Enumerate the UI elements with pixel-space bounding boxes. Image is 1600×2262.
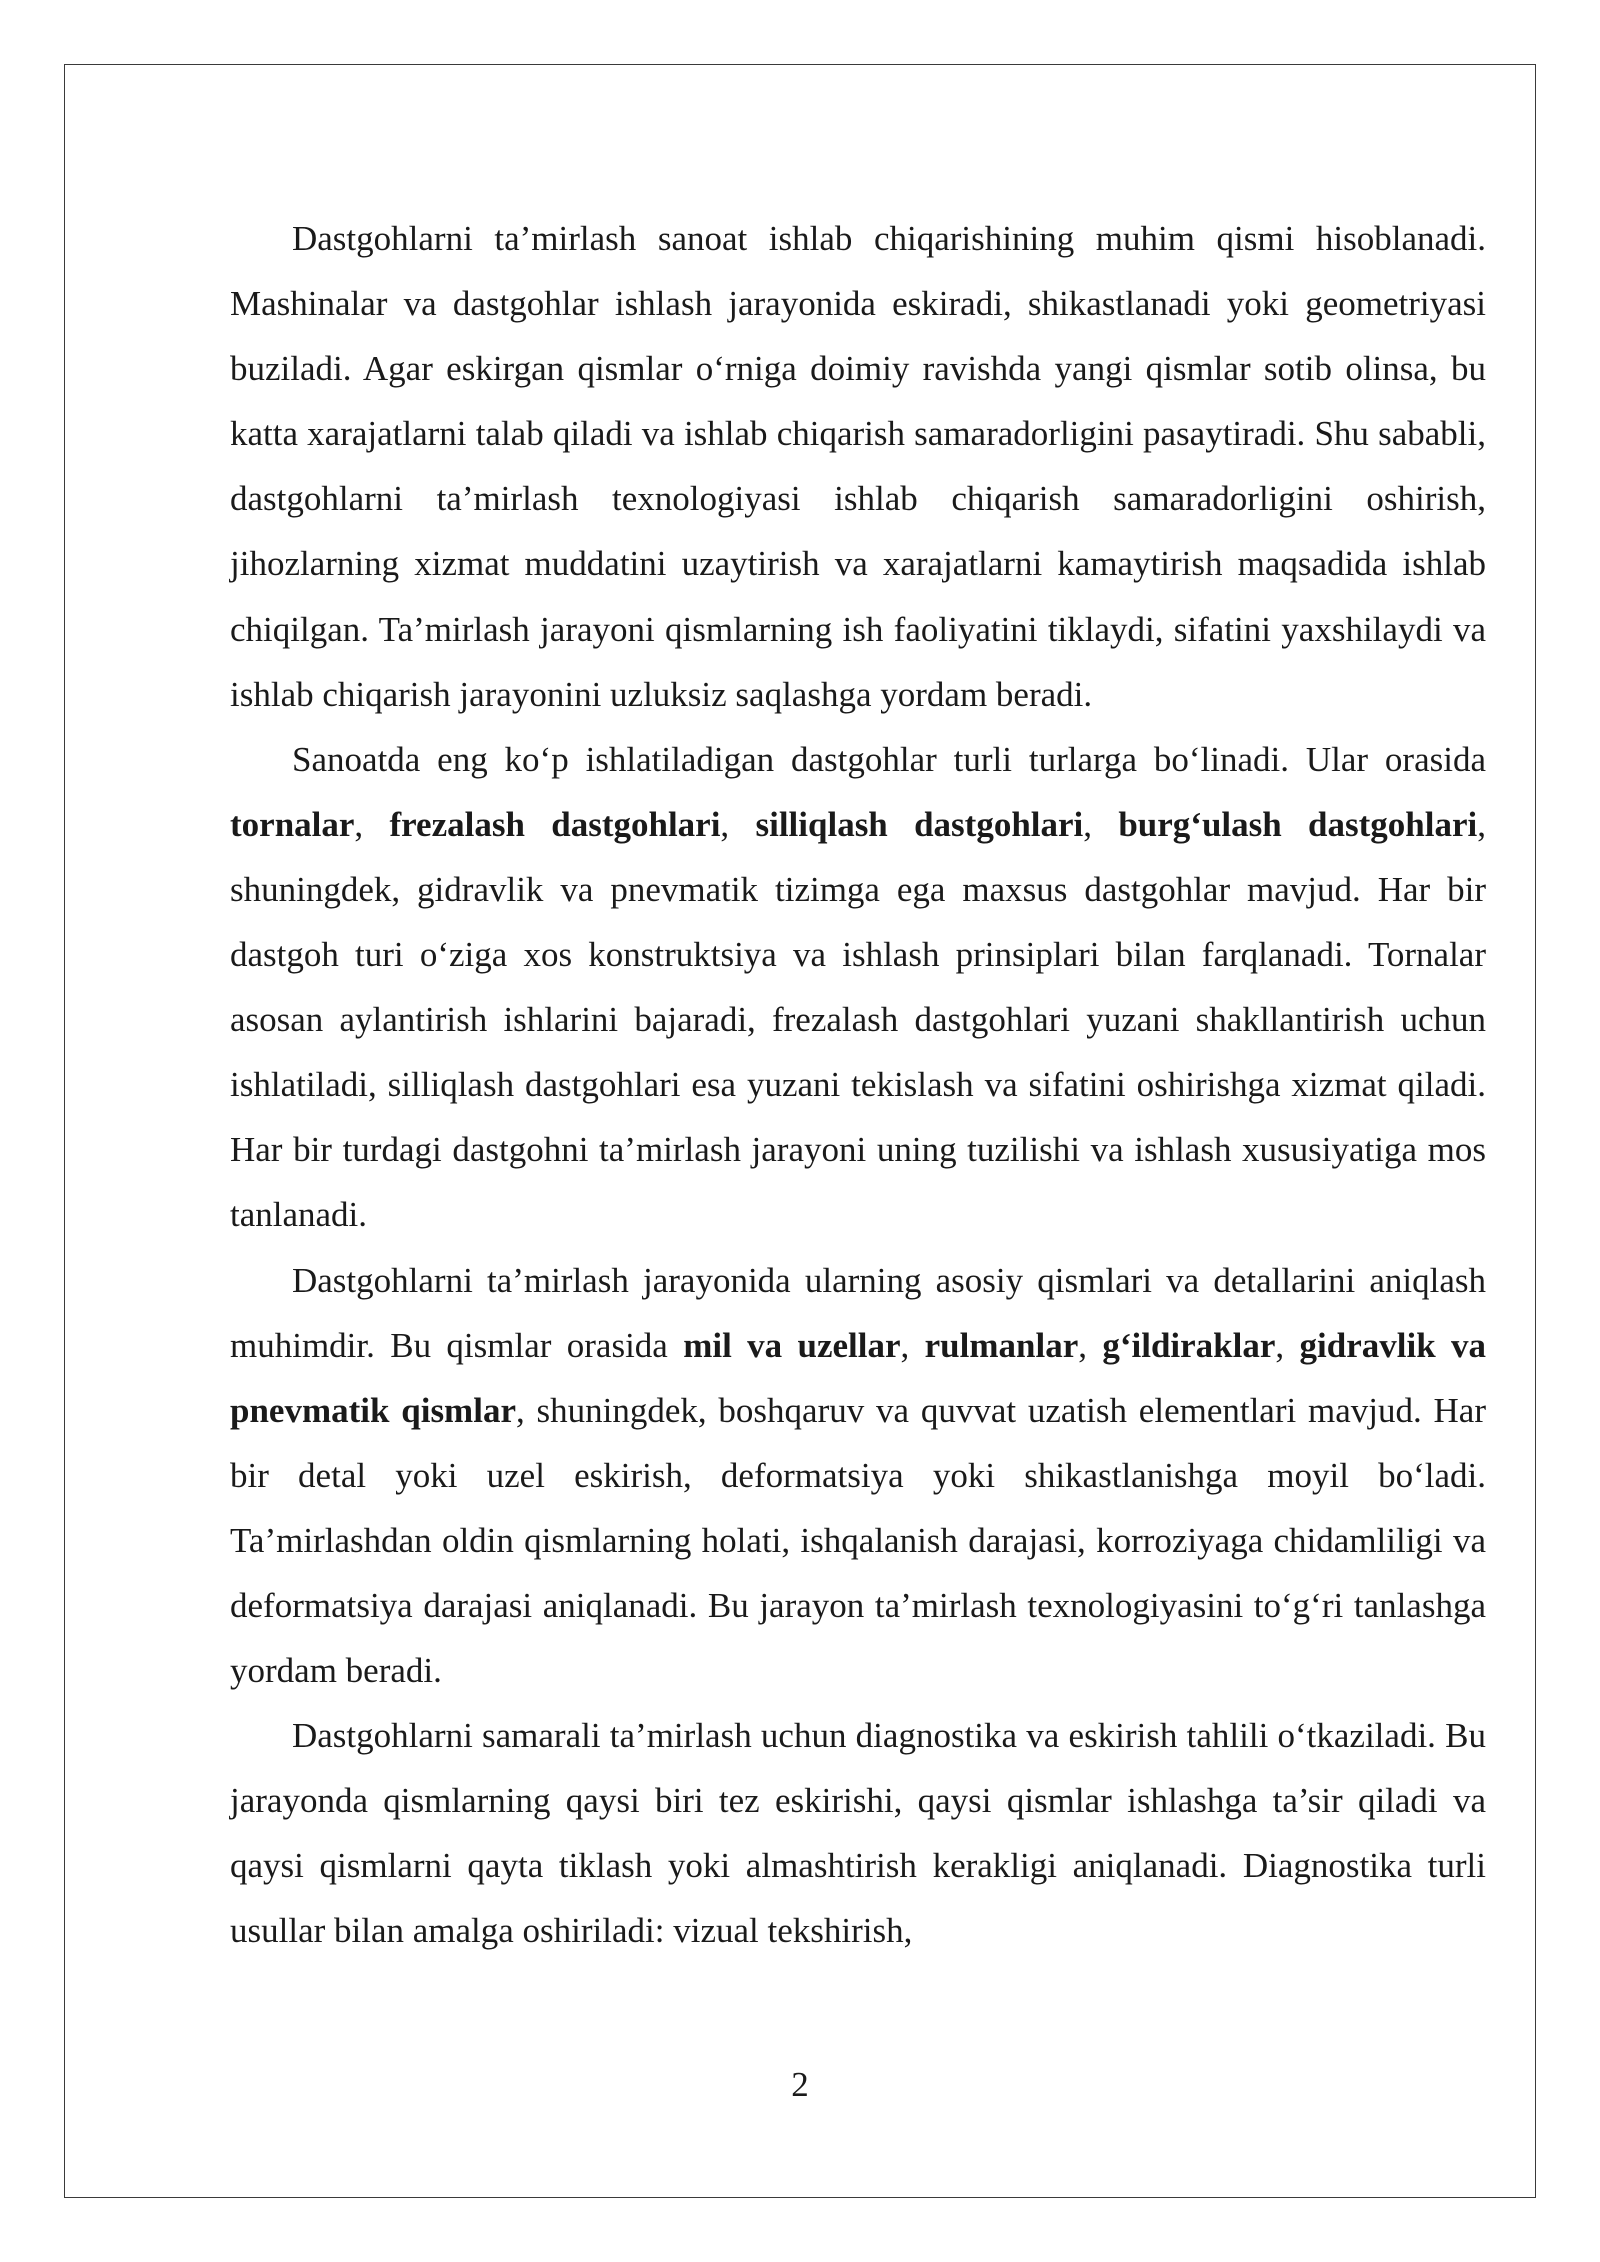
text-run: Dastgohlarni samarali ta’mirlash uchun diagnostika va eskirish tahlili o‘tkaziladi. Bu jarayonda qismlarning qaysi biri tez eskirishi, qaysi qismlar ishlashga ta’sir qiladi va qaysi qismlarni qayta tiklash yoki almashtirish kerakligi aniqlanadi. Diagnostika turli usullar bilan amalga oshiriladi: vizual tekshirish,	[230, 1716, 1486, 1951]
bold-term: frezalash dastgohlari	[389, 804, 721, 844]
bold-term: rulmanlar	[924, 1325, 1079, 1365]
bold-term: burg‘ulash dastgohlari	[1118, 804, 1478, 844]
paragraph-repair-importance	[230, 206, 1486, 727]
text-run: ,	[354, 804, 390, 844]
text-run: , shuningdek, boshqaruv va quvvat uzatish elementlari mavjud. Har bir detal yoki uzel eskirish, deformatsiya yoki shikastlanishga moyil bo‘ladi. Ta’mirlashdan oldin qismlarning holati, ishqalanish darajasi, korroziyaga chidamliligi va deformatsiya darajasi aniqlanadi. Bu jarayon ta’mirlash texnologiyasini to‘g‘ri tanlashga yordam beradi.	[230, 1390, 1486, 1691]
text-run: ,	[720, 804, 756, 844]
text-run: ,	[1083, 804, 1119, 844]
bold-term: silliqlash dastgohlari	[755, 804, 1084, 844]
bold-term: mil va uzellar	[683, 1325, 901, 1365]
paragraph-diagnostics	[230, 1703, 1486, 1963]
page-number: 2	[791, 2065, 809, 2104]
bold-term: gidravlik va pnevmatik qismlar	[230, 1325, 1487, 1430]
text-run: ,	[1078, 1325, 1103, 1365]
text-run: ,	[900, 1325, 925, 1365]
text-run: Sanoatda eng ko‘p ishlatiladigan dastgohlar turli turlarga bo‘linadi. Ular orasida	[292, 739, 1486, 779]
text-run: , shuningdek, gidravlik va pnevmatik tizimga ega maxsus dastgohlar mavjud. Har bir dastgoh turi o‘ziga xos konstruktsiya va ishlash prinsiplari bilan farqlanadi. Tornalar asosan aylantirish ishlarini bajaradi, frezalash dastgohlari yuzani shakllantirish uchun ishlatiladi, silliqlash dastgohlari esa yuzani tekislash va sifatini oshirishga xizmat qiladi. Har bir turdagi dastgohni ta’mirlash jarayoni uning tuzilishi va ishlash xususiyatiga mos tanlanadi.	[230, 804, 1486, 1235]
text-run: Dastgohlarni ta’mirlash jarayonida ularning asosiy qismlari va detallarini aniqlash muhimdir. Bu qismlar orasida	[230, 1260, 1486, 1365]
bold-term: g‘ildiraklar	[1102, 1325, 1276, 1365]
document-body	[230, 206, 1486, 1964]
paragraph-machine-types	[230, 727, 1486, 1248]
bold-term: tornalar	[230, 804, 355, 844]
text-run: Dastgohlarni ta’mirlash sanoat ishlab chiqarishining muhim qismi hisoblanadi. Mashinalar va dastgohlar ishlash jarayonida eskiradi, shikastlanadi yoki geometriyasi buziladi. Agar eskirgan qismlar o‘rniga doimiy ravishda yangi qismlar sotib olinsa, bu katta xarajatlarni talab qiladi va ishlab chiqarish samaradorligini pasaytiradi. Shu sababli, dastgohlarni ta’mirlash texnologiyasi ishlab chiqarish samaradorligini oshirish, jihozlarning xizmat muddatini uzaytirish va xarajatlarni kamaytirish maqsadida ishlab chiqilgan. Ta’mirlash jarayoni qismlarning ish faoliyatini tiklaydi, sifatini yaxshilaydi va ishlab chiqarish jarayonini uzluksiz saqlashga yordam beradi.	[230, 219, 1486, 714]
paragraph-main-parts	[230, 1248, 1486, 1704]
text-run: ,	[1275, 1325, 1300, 1365]
